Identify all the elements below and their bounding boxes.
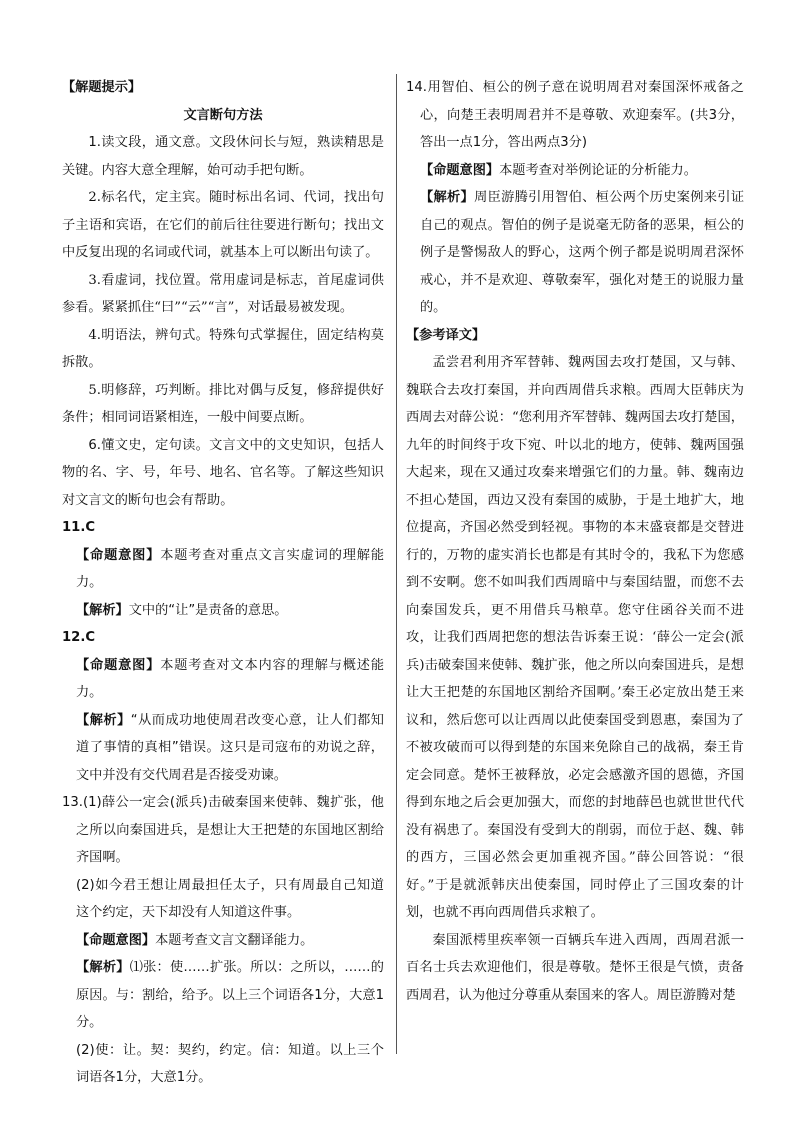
q14-intent bbox=[406, 157, 744, 185]
tip-6: 6.懂文史，定句读。文言文中的文史知识，包括人物的名、字、号，年号、地名、官名等。了解这些知识对文言文的断句也会有帮助。 bbox=[62, 437, 384, 508]
tip-2: 2.标名代，定主宾。随时标出名词、代词，找出句子主语和宾语，在它们的前后往往要进行断句；找出文中反复出现的名词或代词，就基本上可以断出句读了。 bbox=[62, 190, 384, 260]
tip-4: 4.明语法，辨句式。特殊句式掌握住，固定结构莫拆散。 bbox=[62, 327, 384, 370]
column-divider bbox=[396, 74, 397, 1054]
q14-analysis-label: 【解析】 bbox=[420, 190, 475, 205]
tip-1: 1.读文段，通文意。文段休问长与短，熟读精思是关键。内容大意全理解，始可动手把句断。 bbox=[62, 135, 384, 178]
q14-analysis-text: 周臣游腾引用智伯、桓公两个历史案例来引证自己的观点。智伯的例子是说毫无防备的恶果，桓公的例子是警惕敌人的野心，这两个例子都是说明周君深怀戒心，并不是欢迎、尊敬秦军，强化对楚王的说服力量的。 bbox=[420, 190, 745, 315]
q13-analysis bbox=[62, 954, 384, 1037]
q13-item1 bbox=[62, 789, 384, 872]
translation-paragraph-1: 孟尝君利用齐军替韩、魏两国去攻打楚国，又与韩、魏联合去攻打秦国，并向西周借兵求粮。西周大臣韩庆为西周去对薛公说：“您利用齐军替韩、魏两国去攻打楚国，九年的时间终于攻下宛、叶以北的地方，使韩、魏两国强大起来，现在又通过攻秦来增强它们的力量。韩、魏南边不担心楚国，西边又没有秦国的威胁，于是土地扩大，地位提高，齐国必然受到轻视。事物的本末盛衰都是交替进行的，万物的虚实消长也都是有其时令的，我私下为您感到不安啊。您不如叫我们西周暗中与秦国结盟，而您不去向秦国发兵，更不用借兵马粮草。您守住函谷关而不进攻，让我们西周把您的想法告诉秦王说：‘薛公一定会(派兵)击破秦国来使韩、魏扩张，他之所以向秦国进兵，是想让大王把楚的东国地区割给齐国啊。’秦王必定放出楚王来议和，然后您可以让西周以此使秦国受到恩惠，秦国为了不被攻破而可以得到楚的东国来免除自己的战祸，秦王肯定会同意。楚怀王被释放，必定会感激齐国的恩德，齐国得到东地之后会更加强大，而您的封地薛邑也就世世代代没有祸患了。秦国没有受到大的削弱，而位于赵、魏、韩的西方，三国必然会更加重视齐国。”薛公回答说：“很好。”于是就派韩庆出使秦国，同时停止了三国攻秦的计划，也就不再向西周借兵求粮了。 bbox=[406, 355, 744, 920]
q13-analysis-label: 【解析】 bbox=[76, 960, 130, 975]
tip-3: 3.看虚词，找位置。常用虚词是标志，首尾虚词供参看。紧紧抓住“曰”“云”“言”，对话最易被发现。 bbox=[62, 272, 384, 315]
q11-analysis bbox=[62, 597, 384, 625]
q12-answer: 12.C bbox=[62, 630, 96, 645]
q13-item1-text: 13.(1)薛公一定会(派兵)击破秦国来使韩、魏扩张，他之所以向秦国进兵，是想让大王把楚的东国地区割给齐国啊。 bbox=[62, 795, 384, 865]
q12-intent-label: 【命题意图】 bbox=[76, 657, 161, 673]
method-title: 文言断句方法 bbox=[183, 107, 263, 123]
q12-intent bbox=[62, 652, 384, 707]
tip-5: 5.明修辞，巧判断。排比对偶与反复，修辞提供好条件；相同词语紧相连，一般中间要点断。 bbox=[62, 382, 384, 425]
q14-answer bbox=[406, 74, 744, 157]
hint-heading: 【解题提示】 bbox=[62, 80, 142, 95]
q11-analysis-label: 【解析】 bbox=[76, 602, 129, 618]
q13-item2: (2)如今君王想让周最担任太子，只有周最自己知道这个约定，天下却没有人知道这件事。 bbox=[76, 877, 384, 920]
q14-analysis bbox=[406, 184, 744, 322]
q12-intent-text: 本题考查对文本内容的理解与概述能力。 bbox=[76, 657, 385, 700]
q11-intent bbox=[62, 542, 384, 597]
q12-analysis-text: “从而成功地使周君改变心意，让人们都知道了事情的真相”错误。这只是司寇布的劝说之辞，文中并没有交代周君是否接受劝谏。 bbox=[76, 712, 384, 783]
q14-answer-text: 14.用智伯、桓公的例子意在说明周君对秦国深怀戒备之心，向楚王表明周君并不是尊敬、欢迎秦军。(共3分，答出一点1分，答出两点3分) bbox=[406, 80, 744, 150]
q13-analysis-2: (2)使：让。契：契约，约定。信：知道。以上三个词语各1分，大意1分。 bbox=[76, 1042, 384, 1085]
translation-heading: 【参考译文】 bbox=[406, 327, 486, 343]
q11-intent-label: 【命题意图】 bbox=[76, 547, 161, 563]
q11-answer: 11.C bbox=[62, 520, 96, 535]
q13-analysis-text-1: ⑴张：使……扩张。所以：之所以，……的原因。与：割给，给予。以上三个词语各1分，大意1分。 bbox=[76, 960, 384, 1030]
right-column bbox=[406, 74, 744, 1009]
left-column bbox=[62, 74, 384, 1092]
q13-intent bbox=[62, 927, 384, 955]
q14-intent-label: 【命题意图】 bbox=[420, 162, 500, 178]
q13-intent-text: 本题考查文言文翻译能力。 bbox=[155, 932, 314, 948]
q14-intent-text: 本题考查对举例论证的分析能力。 bbox=[499, 162, 697, 178]
q11-analysis-text: 文中的“让”是责备的意思。 bbox=[128, 602, 288, 618]
q12-analysis-label: 【解析】 bbox=[76, 712, 131, 728]
q11-intent-text: 本题考查对重点文言实虚词的理解能力。 bbox=[76, 547, 385, 590]
q13-intent-label: 【命题意图】 bbox=[76, 932, 156, 948]
translation-paragraph-2: 秦国派樗里疾率领一百辆兵车进入西周，西周君派一百名士兵去欢迎他们，很是尊敬。楚怀王很是气愤，责备西周君，认为他过分尊重从秦国来的客人。周臣游腾对楚 bbox=[406, 932, 744, 1003]
q12-analysis bbox=[62, 707, 384, 790]
